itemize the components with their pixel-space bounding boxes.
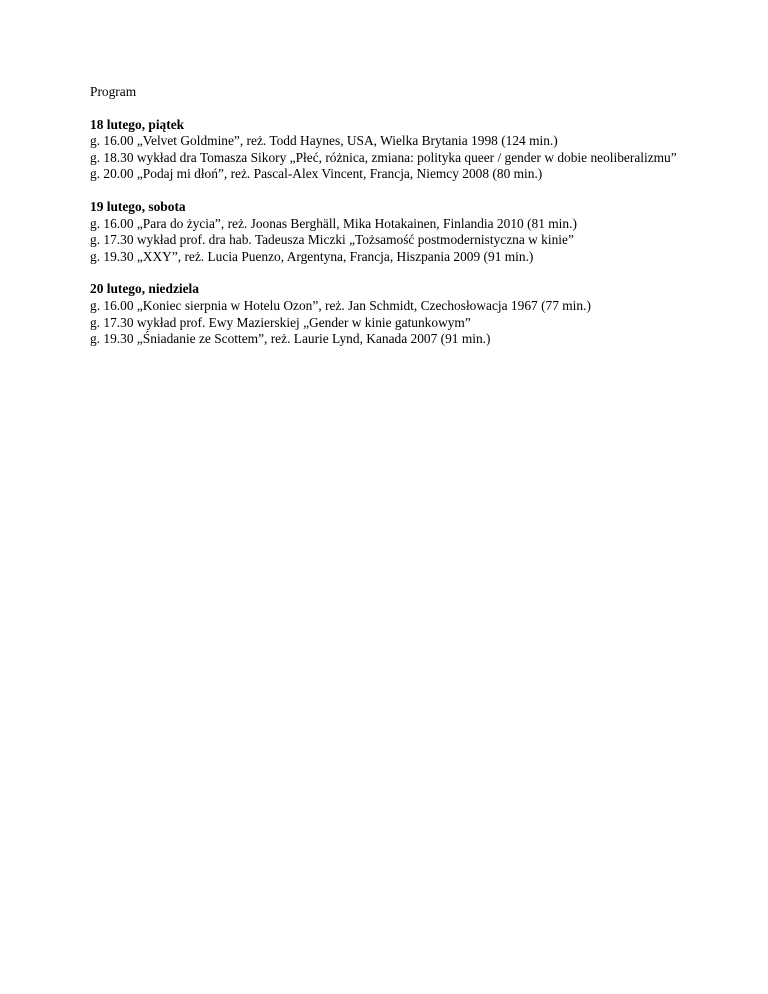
program-entry: g. 17.30 wykład prof. dra hab. Tadeusza Miczki „Tożsamość postmodernistyczna w kinie”: [90, 232, 574, 248]
day-section-feb-19: [90, 199, 730, 265]
program-entry: g. 16.00 „Koniec sierpnia w Hotelu Ozon”, reż. Jan Schmidt, Czechosłowacja 1967 (77 min.): [90, 297, 591, 313]
document-title: Program: [90, 84, 137, 99]
day-heading: 19 lutego, sobota: [90, 198, 186, 214]
program-entry: g. 16.00 „Para do życia”, reż. Joonas Berghäll, Mika Hotakainen, Finlandia 2010 (81 min.): [90, 215, 577, 231]
day-heading: 18 lutego, piątek: [90, 116, 185, 132]
day-section-feb-20: [90, 281, 730, 347]
program-entry: g. 20.00 „Podaj mi dłoń”, reż. Pascal-Alex Vincent, Francja, Niemcy 2008 (80 min.): [90, 166, 543, 182]
day-section-feb-18: [90, 117, 730, 183]
program-entry: g. 17.30 wykład prof. Ewy Mazierskiej „Gender w kinie gatunkowym”: [90, 314, 471, 330]
program-entry: g. 19.30 „Śniadanie ze Scottem”, reż. Laurie Lynd, Kanada 2007 (91 min.): [90, 331, 491, 347]
document-page: [90, 84, 730, 364]
program-entry: g. 18.30 wykład dra Tomasza Sikory „Płeć, różnica, zmiana: polityka queer / gender w dobie neoliberalizmu”: [90, 149, 677, 165]
day-heading: 20 lutego, niedziela: [90, 281, 199, 297]
program-entry: g. 19.30 „XXY”, reż. Lucia Puenzo, Argentyna, Francja, Hiszpania 2009 (91 min.): [90, 248, 534, 264]
program-entry: g. 16.00 „Velvet Goldmine”, reż. Todd Haynes, USA, Wielka Brytania 1998 (124 min.): [90, 133, 558, 149]
